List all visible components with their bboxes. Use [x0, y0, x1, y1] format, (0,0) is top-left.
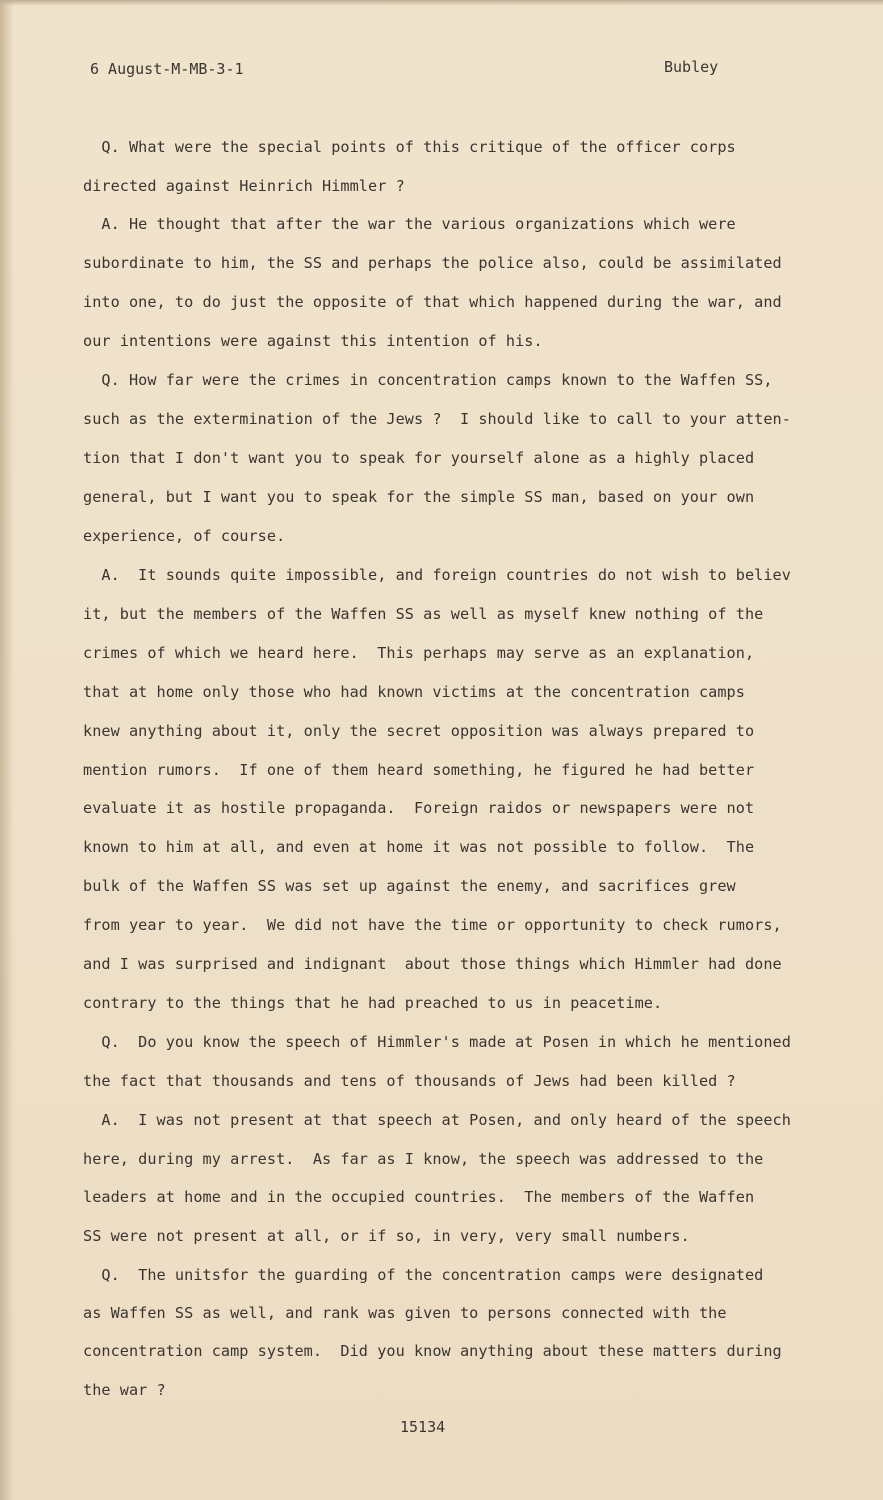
text-line: SS were not present at all, or if so, in very, very small numbers. — [83, 1227, 690, 1245]
text-line: knew anything about it, only the secret opposition was always prepared to — [83, 722, 755, 740]
text-line: A. He thought that after the war the various organizations which were — [83, 215, 736, 233]
text-line: contrary to the things that he had preached to us in peacetime. — [83, 994, 663, 1012]
text-line: it, but the members of the Waffen SS as well as myself knew nothing of the — [83, 605, 764, 623]
text-line: mention rumors. If one of them heard something, he figured he had better — [83, 761, 755, 779]
page-left-edge — [0, 0, 14, 1500]
text-line: here, during my arrest. As far as I know, the speech was addressed to the — [83, 1150, 764, 1168]
text-line: and I was surprised and indignant about those things which Himmler had done — [83, 955, 782, 973]
page-number: 15134 — [400, 1418, 446, 1436]
text-line: that at home only those who had known victims at the concentration camps — [83, 683, 745, 701]
page-top-edge — [0, 0, 883, 6]
text-line: such as the extermination of the Jews ? I should like to call to your atten- — [83, 410, 791, 428]
text-line: Q. How far were the crimes in concentration camps known to the Waffen SS, — [83, 371, 773, 389]
text-line: bulk of the Waffen SS was set up against the enemy, and sacrifices grew — [83, 877, 736, 895]
text-line: Q. What were the special points of this critique of the officer corps — [83, 138, 736, 156]
text-line: as Waffen SS as well, and rank was given to persons connected with the — [83, 1304, 727, 1322]
header-witness-name: Bubley — [664, 58, 719, 76]
text-line: Q. The unitsfor the guarding of the concentration camps were designated — [83, 1266, 764, 1284]
text-line: A. I was not present at that speech at Posen, and only heard of the speech — [83, 1111, 791, 1129]
text-line: into one, to do just the opposite of that which happened during the war, and — [83, 293, 782, 311]
text-line: from year to year. We did not have the time or opportunity to check rumors, — [83, 916, 782, 934]
text-line: leaders at home and in the occupied countries. The members of the Waffen — [83, 1188, 755, 1206]
text-line: tion that I don't want you to speak for yourself alone as a highly placed — [83, 449, 755, 467]
header-date-code: 6 August-M-MB-3-1 — [90, 60, 244, 78]
text-line: subordinate to him, the SS and perhaps the police also, could be assimilated — [83, 254, 782, 272]
text-line: our intentions were against this intention of his. — [83, 332, 543, 350]
text-line: experience, of course. — [83, 527, 286, 545]
text-line: known to him at all, and even at home it was not possible to follow. The — [83, 838, 755, 856]
text-line: directed against Heinrich Himmler ? — [83, 177, 405, 195]
text-line: the war ? — [83, 1381, 166, 1399]
text-line: concentration camp system. Did you know anything about these matters during — [83, 1342, 782, 1360]
text-line: the fact that thousands and tens of thousands of Jews had been killed ? — [83, 1072, 736, 1090]
text-line: crimes of which we heard here. This perhaps may serve as an explanation, — [83, 644, 755, 662]
text-line: evaluate it as hostile propaganda. Foreign raidos or newspapers were not — [83, 799, 755, 817]
text-line: A. It sounds quite impossible, and foreign countries do not wish to believ — [83, 566, 791, 584]
text-line: general, but I want you to speak for the simple SS man, based on your own — [83, 488, 755, 506]
text-line: Q. Do you know the speech of Himmler's made at Posen in which he mentioned — [83, 1033, 791, 1051]
